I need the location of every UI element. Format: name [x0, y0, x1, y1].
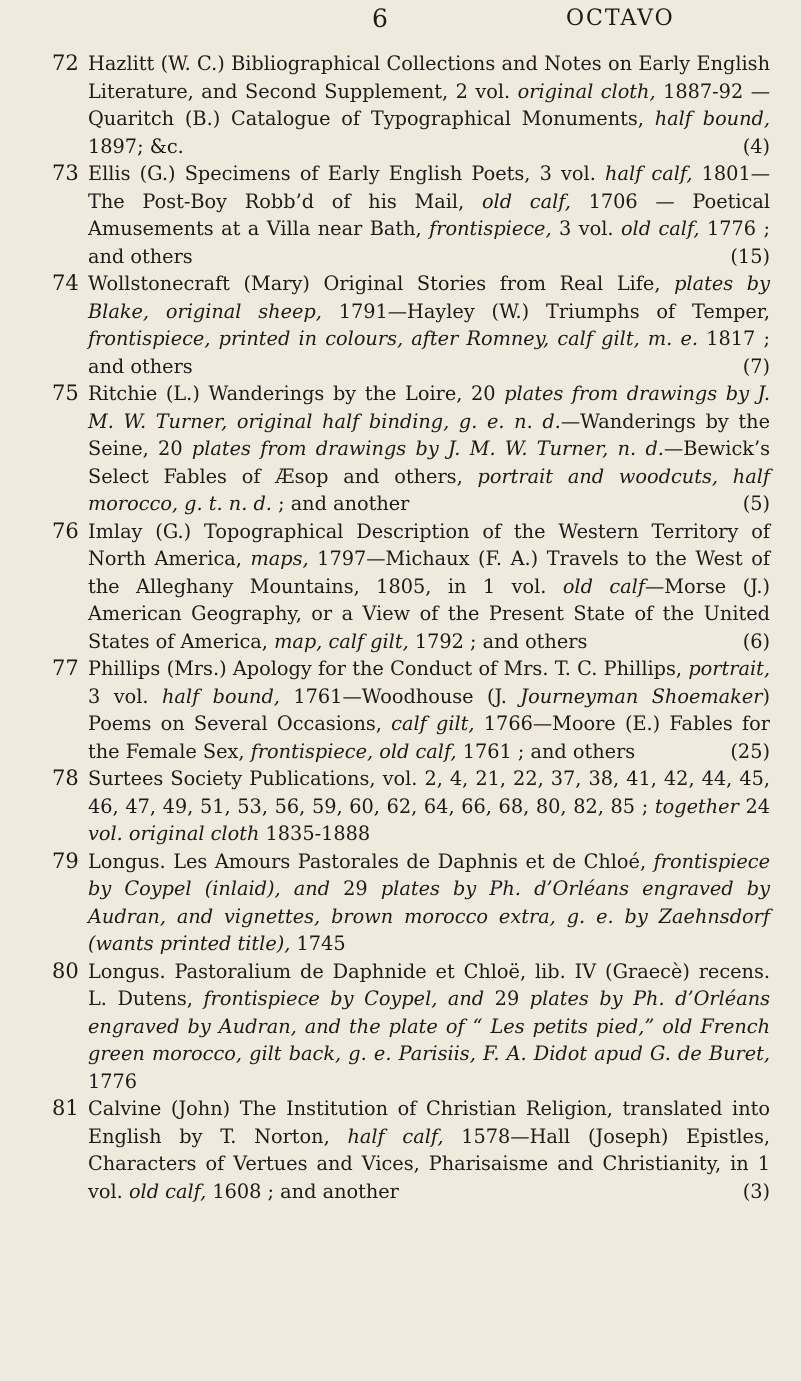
- lot-description: [88, 380, 770, 518]
- lot-entry: [0, 1095, 801, 1205]
- lot-description-text: Surtees Society Publications, vol. 2, 4, 21, 22, 37, 38, 41, 42, 44, 45, 46, 47, 49, 51, 53, 56, 59, 60, 62, 64, 66, 68, 80, 82, 85 ;: [88, 767, 770, 818]
- lot-description-text: 1897; &c.: [88, 134, 184, 158]
- lot-description-italic: half calf,: [347, 1124, 444, 1148]
- lot-entry: [0, 50, 801, 160]
- lot-description-text: 1578—Hall (Joseph) Epistles, Characters of Vertues and Vices, Pharisaisme and Christianity, in 1 vol.: [88, 1124, 770, 1203]
- lot-description-text: Ellis (G.) Specimens of Early English Poets, 3 vol.: [88, 162, 606, 185]
- lot-description-italic: plates from drawings by J. M. W. Turner, original half binding, g. e. n. d.: [88, 382, 771, 433]
- lot-description: [88, 518, 770, 656]
- lot-description: [88, 270, 770, 380]
- lot-description-italic: old calf,: [481, 189, 571, 213]
- lot-description-italic: old calf,: [620, 217, 700, 240]
- lot-number: 73: [52, 161, 79, 185]
- lot-count: (4): [742, 134, 770, 158]
- lot-entry: [0, 380, 801, 518]
- lot-description: [88, 160, 770, 270]
- lot-description-text: 3 vol.: [551, 217, 621, 240]
- lot-number: 74: [52, 271, 79, 295]
- lot-description: [88, 958, 770, 1096]
- lot-description-italic: plates from drawings by J. M. W. Turner, n. d.: [191, 437, 664, 460]
- lot-description-text: 1608 ; and another: [206, 1179, 399, 1203]
- lot-description-text: 24: [738, 794, 770, 818]
- lot-description-text: 1792 ; and others: [408, 629, 588, 653]
- lot-description-text: Wollstonecraft (Mary) Original Stories from Real Life,: [88, 272, 675, 295]
- lot-description-text: 1887-92 — Quaritch (B.) Catalogue of Typographical Monuments,: [88, 79, 770, 130]
- lot-description-text: Phillips (Mrs.) Apology for the Conduct of Mrs. T. C. Phillips,: [88, 657, 689, 680]
- lot-description-italic: frontispiece by Coypel, and: [203, 987, 485, 1010]
- lot-description-text: ; and another: [271, 492, 410, 515]
- lot-description-italic: frontispiece,: [429, 217, 552, 240]
- lot-number: 72: [52, 51, 79, 75]
- lot-list: [0, 50, 801, 1205]
- lot-description-italic: old calf: [562, 574, 645, 598]
- lot-description-text: 1797—Michaux (F. A.) Travels to the West of the Alleghany Mountains, 1805, in 1 vol.: [88, 547, 771, 598]
- lot-description-text: Hazlitt (W. C.) Bibliographical Collections and Notes on Early English Literature, and Second Supplement, 2 vol.: [88, 52, 770, 103]
- lot-description-italic: map, calf gilt,: [274, 629, 409, 653]
- lot-entry: [0, 270, 801, 380]
- lot-description-text: —Bewick’s Select Fables of Æsop and others,: [88, 437, 770, 488]
- lot-count: (7): [742, 354, 770, 378]
- lot-description: [88, 50, 770, 160]
- lot-description: [88, 765, 770, 848]
- section-title: OCTAVO: [566, 6, 675, 31]
- lot-entry: [0, 655, 801, 765]
- lot-description-text: 1745: [290, 932, 346, 955]
- lot-description-text: 3 vol.: [88, 684, 162, 708]
- lot-description-text: 1761 ; and others: [456, 739, 636, 763]
- lot-description-italic: vol. original cloth: [88, 822, 260, 845]
- lot-count: (6): [742, 629, 770, 653]
- lot-description-text: —Morse (J.) American Geography, or a View of the Present State of the United States of America,: [88, 574, 770, 653]
- lot-count: (25): [730, 739, 770, 763]
- lot-description-italic: half bound,: [161, 684, 280, 708]
- lot-description-text: —Wanderings by the Seine, 20: [88, 409, 771, 460]
- lot-description-italic: plates by Ph. d’Orléans engraved by Audran, and the plate of “ Les petits pied,” old French green morocco, gilt back, g. e. Parisiis, F. A. Didot apud G. de Buret,: [88, 987, 771, 1065]
- lot-description-italic: old calf,: [128, 1179, 207, 1203]
- lot-number: 81: [52, 1096, 79, 1120]
- lot-description: [88, 848, 770, 958]
- lot-description-text: Ritchie (L.) Wanderings by the Loire, 20: [88, 382, 505, 405]
- lot-entry: [0, 848, 801, 958]
- lot-number: 80: [52, 958, 79, 983]
- lot-count: (3): [742, 1179, 770, 1203]
- lot-description-text: Longus. Les Amours Pastorales de Daphnis et de Chloé,: [88, 849, 654, 873]
- lot-description-text: 1776: [88, 1069, 138, 1093]
- lot-description-italic: half bound,: [654, 107, 770, 130]
- lot-description-text: 1706 — Poetical Amusements at a Villa near Bath,: [88, 189, 770, 240]
- lot-description-italic: original cloth,: [517, 79, 656, 103]
- lot-description-italic: together: [654, 794, 739, 818]
- lot-entry: [0, 518, 801, 656]
- lot-description-italic: plates by Ph. d’Orléans engraved by Audran, and vignettes, brown morocco extra, g. e. by Zaehnsdorf (wants printed title),: [88, 877, 771, 955]
- lot-description-text: 1776 ; and others: [88, 217, 770, 268]
- lot-description-italic: Journeyman Shoemaker: [520, 684, 763, 708]
- lot-description-text: 1791—Hayley (W.) Triumphs of Temper,: [321, 299, 771, 323]
- lot-description-text: Imlay (G.) Topographical Description of the Western Territory of North America,: [88, 519, 770, 570]
- lot-description-text: 1766—Moore (E.) Fables for the Female Sex,: [88, 712, 770, 763]
- lot-description-italic: maps,: [250, 547, 309, 570]
- lot-description-text: 1801—The Post-Boy Robb’d of his Mail,: [88, 162, 770, 213]
- lot-description-italic: calf gilt,: [391, 712, 475, 735]
- lot-entry: [0, 765, 801, 848]
- lot-description-italic: half calf,: [605, 162, 693, 185]
- lot-description-italic: frontispiece, printed in colours, after Romney, calf gilt, m. e.: [88, 327, 699, 350]
- lot-count: (5): [742, 492, 770, 515]
- lot-description-italic: plates by Blake, original sheep,: [88, 272, 770, 323]
- lot-description: [88, 655, 770, 765]
- lot-number: 75: [52, 381, 79, 405]
- lot-number: 76: [52, 518, 79, 543]
- lot-count: (15): [730, 244, 770, 268]
- lot-description-text: 1835-1888: [259, 822, 371, 845]
- lot-number: 78: [52, 766, 79, 790]
- lot-description: [88, 1095, 770, 1205]
- page-number: 6: [372, 4, 388, 33]
- lot-description-italic: frontispiece, old calf,: [250, 739, 457, 763]
- lot-description-text: 29: [330, 877, 381, 900]
- lot-description-italic: frontispiece by Coypel (inlaid), and: [88, 849, 770, 900]
- lot-description-italic: portrait,: [688, 657, 770, 680]
- lot-number: 79: [52, 848, 79, 873]
- lot-description-text: 1761—Woodhouse (J.: [279, 684, 521, 708]
- page-header: [0, 0, 801, 50]
- lot-description-italic: portrait and woodcuts, half morocco, g. t. n. d.: [88, 464, 770, 515]
- lot-description-text: 1817 ; and others: [88, 327, 770, 378]
- lot-number: 77: [52, 656, 79, 680]
- lot-entry: [0, 958, 801, 1096]
- lot-entry: [0, 160, 801, 270]
- lot-description-text: Longus. Pastoralium de Daphnide et Chloë, lib. IV (Graecè) recens. L. Dutens,: [88, 959, 770, 1010]
- lot-description-text: ) Poems on Several Occasions,: [88, 684, 770, 735]
- lot-description-text: Calvine (John) The Institution of Christian Religion, translated into English by T. Norton,: [88, 1097, 770, 1148]
- lot-description-text: 29: [484, 987, 530, 1010]
